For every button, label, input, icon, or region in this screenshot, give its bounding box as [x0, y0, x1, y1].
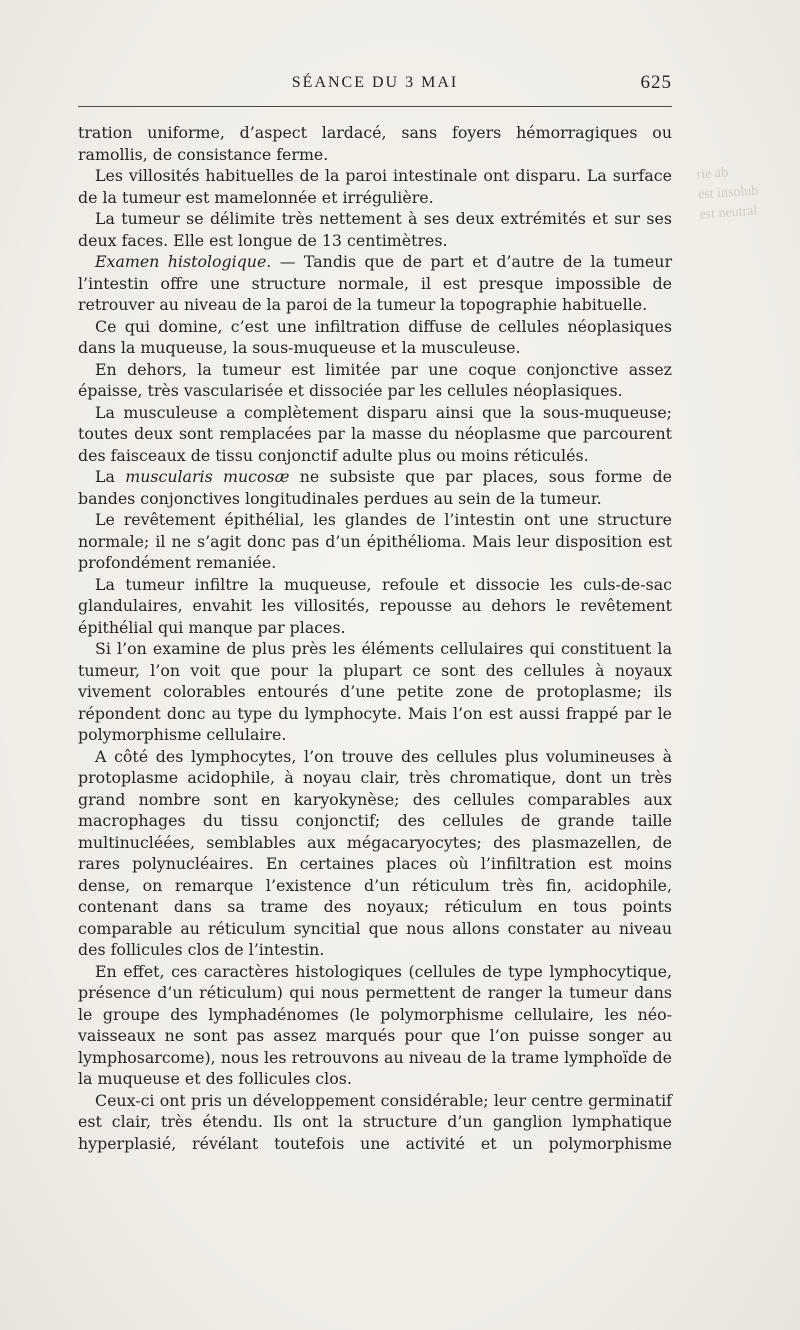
paragraph: Examen histologique. — Tandis que de part et d’autre de la tumeur l’intestin offre une structure normale, il est presque impossible de retrouver au niveau de la paroi de la tumeur la topographie habituelle. [78, 252, 672, 314]
paragraph: Ce qui domine, c’est une infiltration diffuse de cellules néoplasiques dans la muqueuse, la sous-muqueuse et la musculeuse. [78, 316, 672, 357]
paragraph: En effet, ces caractères histologiques (cellules de type lymphocytique, présence d’un réticulum) qui nous permettent de ranger la tumeur dans le groupe des lymphadénomes (le polymorphisme cellulaire, les néo-vaisseaux ne sont pas assez marqués pour que l’on puisse songer au lymphosarcome), nous les retrouvons au niveau de la trame lymphoïde de la muqueuse et des follicules clos. [78, 961, 672, 1088]
page-header [78, 68, 672, 98]
paragraph: La muscularis mucosæ ne subsiste que par places, sous forme de bandes conjonctives longitudinales perdues au sein de la tumeur. [78, 467, 672, 508]
paragraph: Le revêtement épithélial, les glandes de l’intestin ont une structure normale; il ne s’agit donc pas d’un épithélioma. Mais leur disposition est profondément remaniée. [78, 510, 672, 572]
paragraph: Ceux-ci ont pris un développement considérable; leur centre germinatif est clair, très étendu. Ils ont la structure d’un ganglion lymphatique hyperplasié, révélant toutefois une activité et un polymorphisme [78, 1090, 672, 1153]
paragraph: tration uniforme, d’aspect lardacé, sans foyers hémorragiques ou ramollis, de consistance ferme. [78, 123, 672, 164]
paragraph: Si l’on examine de plus près les éléments cellulaires qui constituent la tumeur, l’on voit que pour la plupart ce sont des cellules à noyaux vivement colorables entourés d’une petite zone de protoplasme; ils répondent donc au type du lymphocyte. Mais l’on est aussi frappé par le polymorphisme cellulaire. [78, 639, 672, 744]
paragraph: Les villosités habituelles de la paroi intestinale ont disparu. La surface de la tumeur est mamelonnée et irrégulière. [78, 166, 672, 207]
paragraph: En dehors, la tumeur est limitée par une coque conjonctive assez épaisse, très vascularisée et dissociée par les cellules néoplasiques. [78, 359, 672, 400]
bleed-through-text: rie ab est insolub est neutral [696, 165, 759, 223]
header-rule [78, 106, 672, 107]
page-number: 625 [640, 72, 672, 93]
paragraph: La musculeuse a complètement disparu ainsi que la sous-muqueuse; toutes deux sont remplacées par la masse du néoplasme que parcourent des faisceaux de tissu conjonctif adulte plus ou moins réticulés. [78, 402, 672, 465]
paragraph: A côté des lymphocytes, l’on trouve des cellules plus volumineuses à protoplasme acidophile, à noyau clair, très chromatique, dont un très grand nombre sont en karyokynèse; des cellules comparables aux macrophages du tissu conjonctif; des cellules de grande taille multinucléées, semblables aux mégacaryocytes; des plasmazellen, de rares polynucléaires. En certaines places où l’infiltration est moins dense, on remarque l’existence d’un réticulum très fin, acidophile, contenant dans sa trame des noyaux; réticulum en tous points comparable au réticulum syncitial que nous allons constater au niveau des follicules clos de l’intestin. [78, 746, 672, 959]
latin-term: muscularis mucosæ [125, 467, 290, 486]
paragraph: La tumeur se délimite très nettement à ses deux extrémités et sur ses deux faces. Elle est longue de 13 centimètres. [78, 209, 672, 250]
paragraph: La tumeur infiltre la muqueuse, refoule et dissocie les culs-de-sac glandulaires, envahit les villosités, repousse au dehors le revêtement épithélial qui manque par places. [78, 574, 672, 637]
body-text [78, 122, 672, 1154]
section-lead: Examen histologique. [95, 252, 272, 271]
running-head: SÉANCE DU 3 MAI [291, 74, 459, 91]
